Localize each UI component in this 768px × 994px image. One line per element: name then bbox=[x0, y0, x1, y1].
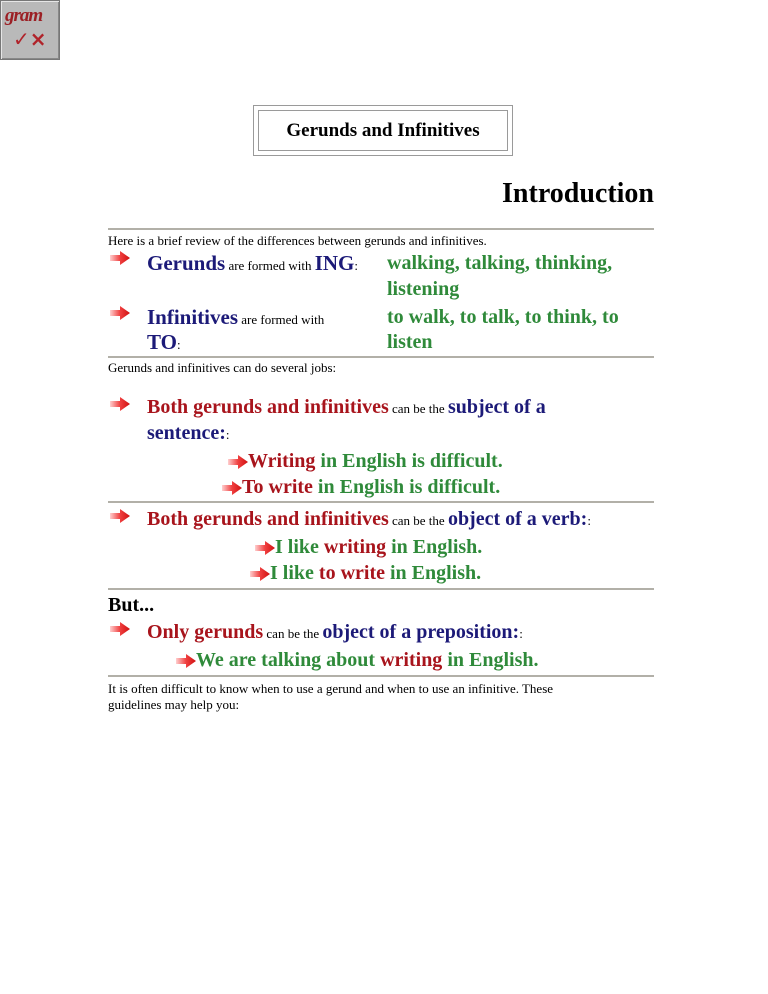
infinitive-examples: to walk, to talk, to think, to bbox=[387, 306, 619, 328]
red-arrow-icon bbox=[255, 541, 275, 555]
example-verb: To write bbox=[242, 476, 313, 498]
rule-role: sentence: bbox=[147, 422, 226, 444]
rule-role: subject of a bbox=[447, 396, 546, 418]
example-sentence bbox=[228, 450, 503, 473]
red-arrow-icon bbox=[110, 251, 130, 265]
rule-term: Both gerunds and infinitives bbox=[147, 396, 389, 418]
rule-subject-cont bbox=[147, 422, 229, 445]
red-arrow-icon bbox=[222, 481, 242, 495]
text: can be the bbox=[388, 513, 448, 528]
rule-role: object of a verb: bbox=[447, 508, 588, 530]
infinitives-definition bbox=[147, 305, 324, 330]
example-sentence bbox=[250, 562, 481, 585]
infinitive-examples-cont: listen bbox=[387, 331, 433, 353]
example-text: I like bbox=[270, 562, 319, 584]
closing-text: It is often difficult to know when to use a gerund and when to use an infinitive. These bbox=[108, 681, 554, 696]
red-arrow-icon bbox=[110, 509, 130, 523]
section-heading: Introduction bbox=[502, 178, 654, 209]
gerund-examples: walking, talking, thinking, bbox=[387, 252, 613, 274]
divider bbox=[108, 588, 654, 590]
example-verb: writing bbox=[380, 649, 443, 671]
red-arrow-icon bbox=[228, 455, 248, 469]
red-arrow-icon bbox=[250, 567, 270, 581]
closing-text-cont: guidelines may help you: bbox=[108, 697, 240, 712]
rule-term: Only gerunds bbox=[147, 621, 264, 643]
example-verb: Writing bbox=[248, 450, 316, 472]
divider bbox=[108, 501, 654, 503]
term: Infinitives bbox=[147, 305, 239, 329]
intro-text: Here is a brief review of the differences between gerunds and infinitives. bbox=[108, 233, 487, 248]
divider bbox=[108, 675, 654, 677]
colon: : bbox=[176, 337, 181, 352]
colon: : bbox=[519, 626, 523, 641]
red-arrow-icon bbox=[110, 306, 130, 320]
example-sentence bbox=[255, 536, 482, 559]
example-rest: in English is difficult. bbox=[312, 476, 501, 498]
key: TO bbox=[147, 330, 177, 354]
example-sentence bbox=[222, 476, 500, 499]
text: are formed with bbox=[225, 258, 315, 273]
rule-object-verb bbox=[147, 508, 591, 531]
rule-term: Both gerunds and infinitives bbox=[147, 508, 389, 530]
example-text: in English. bbox=[386, 536, 483, 558]
gerund-examples-cont: listening bbox=[387, 278, 460, 300]
example-text: in English. bbox=[442, 649, 539, 671]
term: Gerunds bbox=[147, 251, 226, 275]
rule-subject bbox=[147, 396, 546, 419]
rule-role: object of a preposition: bbox=[322, 621, 520, 643]
but-heading: But... bbox=[108, 594, 155, 616]
check-cross-icon: ✓× bbox=[13, 27, 47, 51]
logo-text: gram bbox=[5, 5, 43, 26]
divider bbox=[108, 228, 654, 230]
title-box bbox=[253, 105, 513, 156]
infinitives-key bbox=[147, 330, 181, 355]
example-text: I like bbox=[275, 536, 324, 558]
text: are formed with bbox=[238, 312, 325, 327]
text: can be the bbox=[388, 401, 448, 416]
key: ING bbox=[314, 251, 355, 275]
red-arrow-icon bbox=[176, 654, 196, 668]
divider bbox=[108, 356, 654, 358]
document-title: Gerunds and Infinitives bbox=[258, 110, 508, 151]
jobs-intro: Gerunds and infinitives can do several jobs: bbox=[108, 360, 337, 375]
colon: : bbox=[587, 513, 591, 528]
rule-object-preposition bbox=[147, 621, 523, 644]
red-arrow-icon bbox=[110, 622, 130, 636]
text: can be the bbox=[263, 626, 323, 641]
gerunds-definition bbox=[147, 251, 358, 276]
colon: : bbox=[225, 427, 230, 442]
example-verb: writing bbox=[323, 536, 387, 558]
example-verb: to write bbox=[318, 562, 385, 584]
red-arrow-icon bbox=[110, 397, 130, 411]
example-rest: in English is difficult. bbox=[315, 450, 503, 472]
example-sentence bbox=[176, 649, 538, 672]
example-text: We are talking about bbox=[196, 649, 381, 671]
example-text: in English. bbox=[384, 562, 482, 584]
colon: : bbox=[354, 258, 359, 273]
gram-logo bbox=[0, 0, 60, 60]
